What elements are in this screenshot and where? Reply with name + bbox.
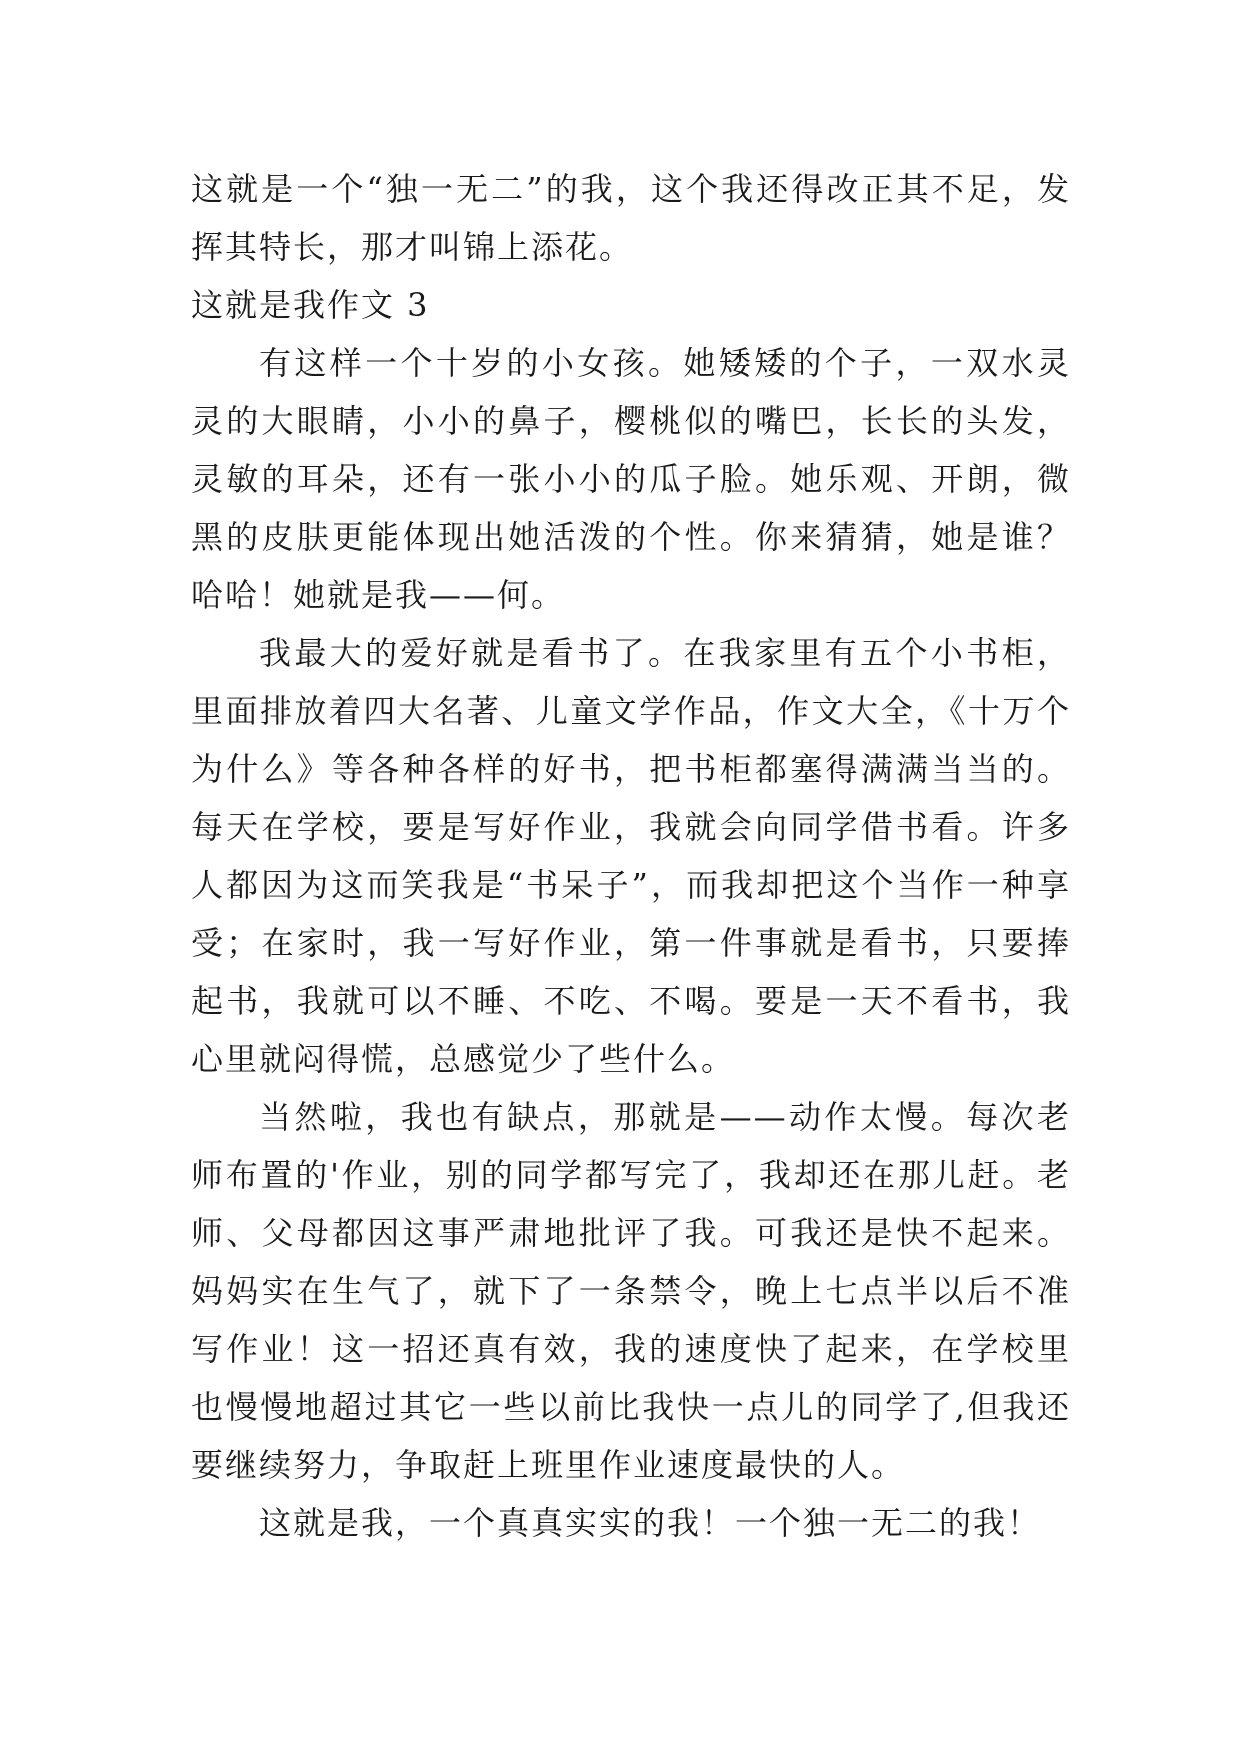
paragraph-shortcoming: 当然啦，我也有缺点，那就是——动作太慢。每次老师布置的'作业，别的同学都写完了，我却还在那儿赶。老师、父母都因这事严肃地批评了我。可我还是快不起来。妈妈实在生气了，就下了一条禁令，晚上七点半以后不准写作业！这一招还真有效，我的速度快了起来，在学校里也慢慢地超过其它一些以前比我快一点儿的同学了,但我还要继续努力，争取赶上班里作业速度最快的人。 <box>191 1098 1071 1484</box>
paragraph-intro-end: 这就是一个“独一无二”的我，这个我还得改正其不足，发挥其特长，那才叫锦上添花。 <box>191 170 1071 266</box>
paragraph-conclusion: 这就是我，一个真真实实的我！一个独一无二的我！ <box>259 1504 1042 1542</box>
essay-heading: 这就是我作文 3 <box>191 286 430 324</box>
document-body <box>191 160 1071 1552</box>
paragraph-description: 有这样一个十岁的小女孩。她矮矮的个子，一双水灵灵的大眼睛，小小的鼻子，樱桃似的嘴巴，长长的头发，灵敏的耳朵，还有一张小小的瓜子脸。她乐观、开朗，微黑的皮肤更能体现出她活泼的个性。你来猜猜，她是谁？哈哈！她就是我——何。 <box>191 344 1071 614</box>
paragraph-hobby: 我最大的爱好就是看书了。在我家里有五个小书柜，里面排放着四大名著、儿童文学作品，作文大全，《十万个为什么》等各种各样的好书，把书柜都塞得满满当当的。每天在学校，要是写好作业，我就会向同学借书看。许多人都因为这而笑我是“书呆子”，而我却把这个当作一种享受；在家时，我一写好作业，第一件事就是看书，只要捧起书，我就可以不睡、不吃、不喝。要是一天不看书，我心里就闷得慌，总感觉少了些什么。 <box>191 634 1071 1078</box>
